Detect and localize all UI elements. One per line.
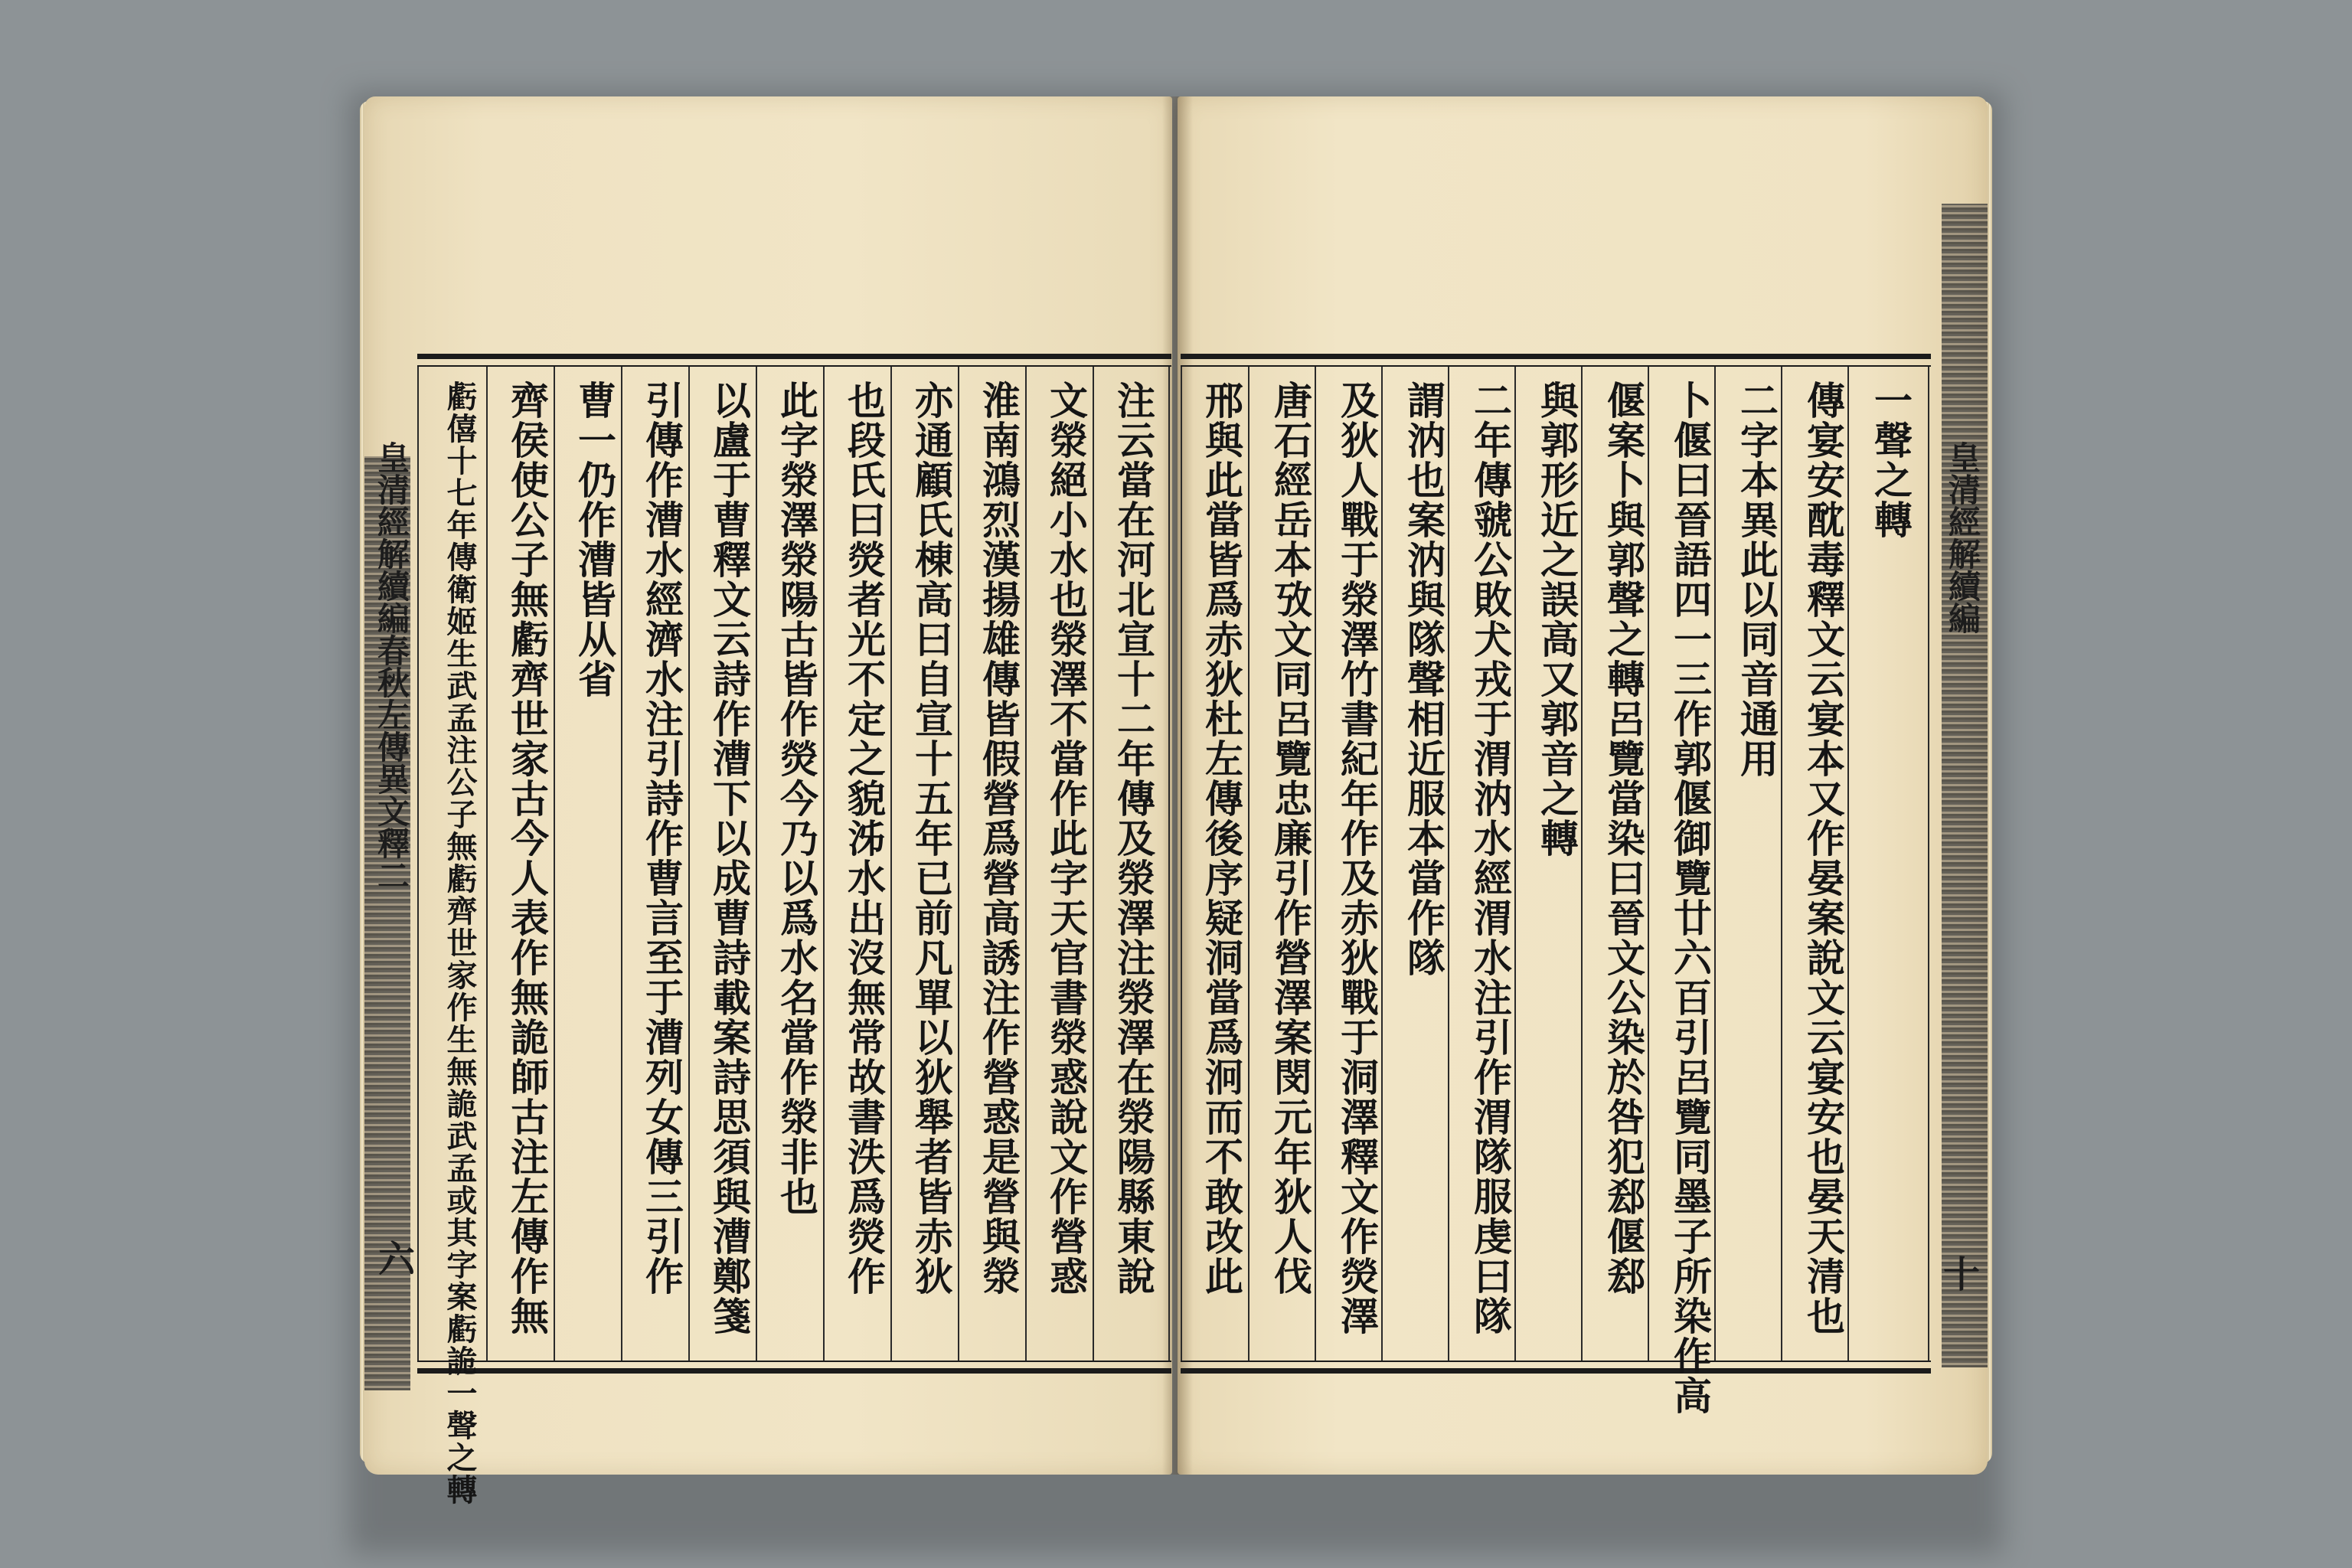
left-column-3: 淮南鴻烈漢揚雄傳皆假營爲營高誘注作營惑是營與滎 <box>976 381 1021 1296</box>
left-column-1: 注云當在河北宣十二年傳及滎澤注滎澤在滎陽縣東說 <box>1111 381 1156 1296</box>
left-banner <box>372 441 410 891</box>
right-banner: 皇清經解續編 <box>1944 441 1981 634</box>
right-column-9: 及狄人戰于滎澤竹書紀年作及赤狄戰于洞澤釋文作熒澤 <box>1334 381 1380 1336</box>
left-column-6: 此字滎澤滎陽古皆作熒今乃以爲水名當作滎非也 <box>774 381 819 1217</box>
right-column-1: 一聲之轉 <box>1868 381 1913 540</box>
right-column-6: 與郭形近之誤高又郭音之轉 <box>1534 381 1579 858</box>
left-column-5: 也段氏曰熒者光不定之貌泲水出沒無常故書泆爲熒作 <box>841 381 887 1296</box>
left-page-number: 六 <box>378 1238 416 1281</box>
right-column-11: 邢與此當皆爲赤狄杜左傳後序疑洞當爲泂而不敢改此 <box>1199 381 1244 1296</box>
right-column-5: 偃案卜與郭聲之轉呂覽當染曰晉文公染於咎犯郄偃郄 <box>1601 381 1646 1296</box>
left-text-frame <box>417 354 1171 1506</box>
right-column-8: 謂汭也案汭與隊聲相近服本當作隊 <box>1401 381 1446 978</box>
right-column-7: 二年傳虢公敗犬戎于渭汭水經渭水注引作渭隊服虔曰隊 <box>1468 381 1513 1336</box>
right-column-10: 唐石經岳本攷文同呂覽忠廉引作營澤案閔元年狄人伐 <box>1268 381 1313 1296</box>
left-column-4: 亦通顧氏棟高曰自宣十五年已前凡單以狄舉者皆赤狄 <box>909 381 954 1296</box>
left-banner-title: 皇清經解續編 <box>373 441 410 634</box>
right-column-2: 傳宴安酖毒釋文云宴本又作晏案說文云宴安也晏天清也 <box>1801 381 1846 1336</box>
left-banner-subtitle: 春秋左傳異文釋二 <box>373 634 410 891</box>
left-column-9: 曹一仍作漕皆从省 <box>572 381 617 699</box>
right-text-frame <box>1181 354 1931 1416</box>
right-column-4: 卜偃曰晉語四一三作郭偃御覽廿六百引呂覽同墨子所染作高 <box>1668 381 1713 1416</box>
right-margin-smudge <box>1942 204 1988 1367</box>
left-column-8: 引傳作漕水經濟水注引詩作曹言至于漕列女傳三引作 <box>639 381 684 1296</box>
right-page-number: 十 <box>1943 1253 1981 1296</box>
left-column-11: 虧僖十七年傳衛姬生武孟注公子無虧齊世家作生無詭武孟或其字案虧詭一聲之轉 <box>442 381 478 1506</box>
left-column-2: 文滎絕小水也滎澤不當作此字天官書滎惑說文作營惑 <box>1044 381 1089 1296</box>
left-column-7: 以盧于曹釋文云詩作漕下以成曹詩載案詩思須與漕鄭箋 <box>707 381 752 1336</box>
right-column-3: 二字本異此以同音通用 <box>1734 381 1779 779</box>
left-column-10: 齊侯使公子無虧齊世家古今人表作無詭師古注左傳作無 <box>505 381 550 1336</box>
